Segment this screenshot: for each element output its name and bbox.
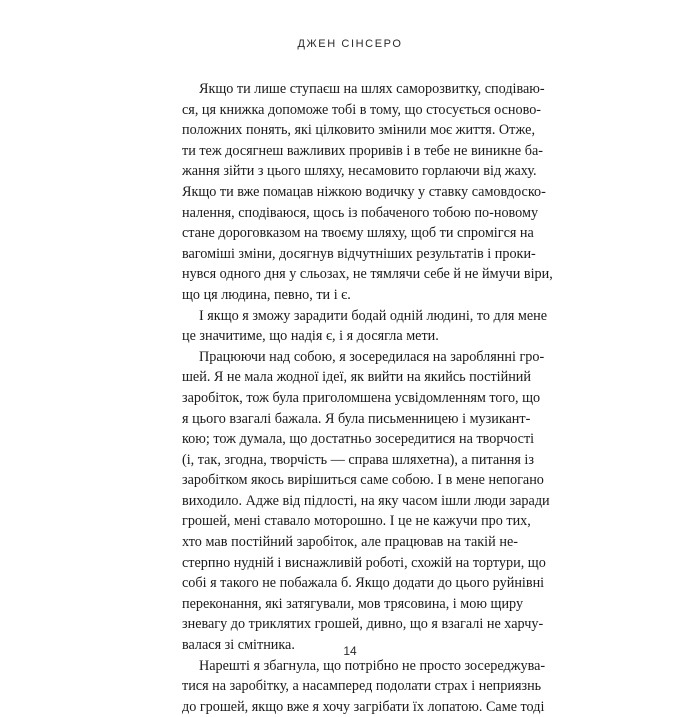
text-line: Працюючи над собою, я зосередилася на зароблянні гро- (199, 348, 545, 365)
text-line: собі я такого не побажала б. Якщо додати до цього руйнівні (182, 575, 545, 592)
text-line: Якщо ти вже помацав ніжкою водичку у ставку самовдоско- (182, 183, 546, 200)
text-line: тися на заробітку, а насамперед подолати страх і неприязнь (182, 678, 542, 695)
text-line: шей. Я не мала жодної ідеї, як вийти на якийсь постійний (182, 369, 531, 386)
text-line: грошей, мені ставало моторошно. І це не кажучи про тих, (182, 513, 531, 530)
text-line: жання зійти з цього шляху, несамовито горлаючи від жаху. (182, 163, 537, 180)
text-line: валася зі смітника. (182, 637, 295, 654)
text-line: кою; тож думала, що достатньо зосередитися на творчості (182, 431, 535, 448)
page-number: 14 (343, 644, 357, 658)
text-line: виходило. Адже від підлості, на яку часом ішли люди заради (182, 492, 550, 509)
text-line: нувся одного дня у сльозах, не тямлячи себе й не ймучи віри, (182, 266, 553, 283)
text-line: зневагу до триклятих грошей, дивно, що я взагалі не харчу- (182, 616, 544, 633)
text-line: І якщо я зможу зарадити бодай одній людині, то для мене (199, 307, 548, 324)
text-line: налення, сподіваюся, щось із побаченого тобою по-новому (182, 204, 539, 221)
text-line: положних понять, які цілковито змінили моє життя. Отже, (182, 122, 535, 139)
text-line: Якщо ти лише ступаєш на шлях саморозвитку, сподіваю- (199, 81, 545, 97)
text-line: стане дороговказом на твоєму шляху, щоб ти спромігся на (182, 225, 534, 242)
text-line: що ця людина, певно, ти і є. (182, 286, 351, 303)
text-line: це значитиме, що надія є, і я досягла мети. (182, 328, 439, 345)
running-header: ДЖЕН СІНСЕРО (297, 38, 403, 50)
text-line: (і, так, згодна, творчість — справа шляхетна), а питання із (182, 451, 534, 468)
text-line: хто мав постійний заробіток, але працював на такій не- (182, 534, 518, 551)
text-line: переконання, які затягували, мов трясовина, і мою щиру (182, 595, 524, 612)
text-line: стерпно нудній і виснажливій роботі, схожій на тортури, що (182, 554, 546, 571)
text-line: заробітком якось вирішиться саме собою. І в мене непогано (182, 472, 544, 489)
text-line: ся, ця книжка допоможе тобі в тому, що стосується осново- (182, 101, 542, 118)
text-line: я цього взагалі бажала. Я була письменницею і музикант- (182, 410, 531, 427)
text-line: Нарешті я збагнула, що потрібно не просто зосереджува- (199, 657, 546, 674)
text-line: заробіток, тож була приголомшена усвідомленням того, що (182, 389, 541, 406)
body-text (182, 79, 553, 717)
text-line: ти теж досягнеш важливих проривів і в тебе не виникне ба- (182, 142, 544, 159)
text-line: до грошей, якщо вже я хочу загрібати їх лопатою. Саме тоді (182, 698, 545, 715)
text-line: вагоміші зміни, досягнув відчутніших результатів і проки- (182, 245, 536, 262)
